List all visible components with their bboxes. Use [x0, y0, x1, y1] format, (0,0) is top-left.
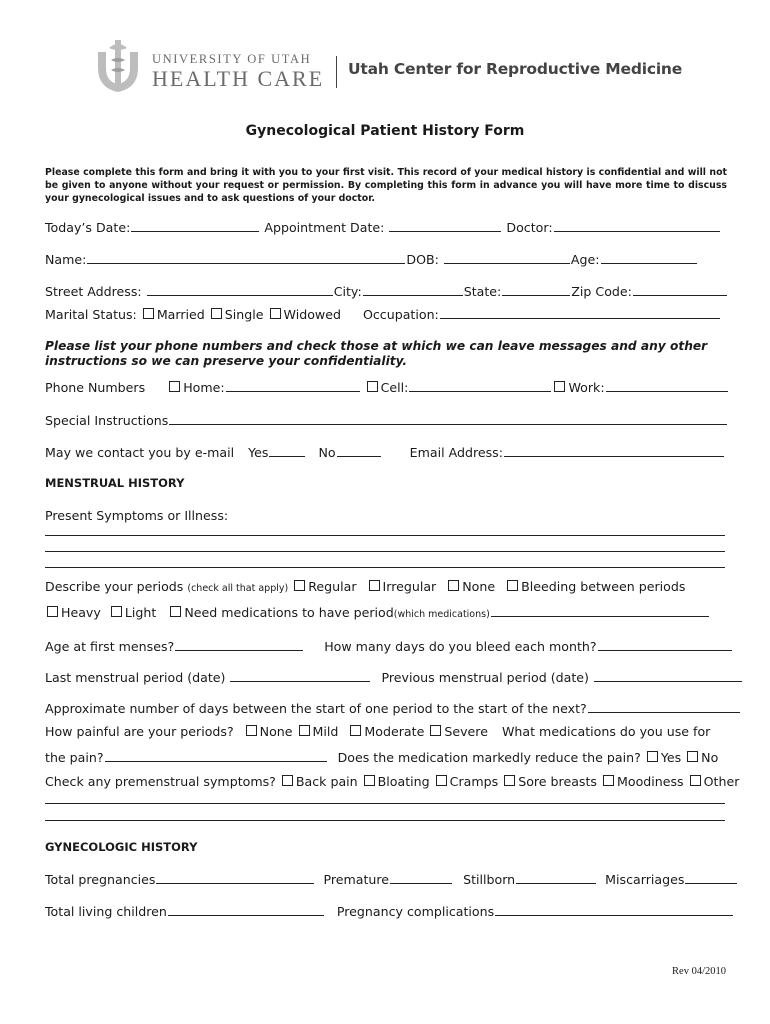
- reduce-no-checkbox[interactable]: [687, 751, 698, 762]
- married-label: Married: [156, 307, 205, 322]
- reduce-no-label: No: [701, 750, 719, 765]
- cell-phone-field[interactable]: [409, 379, 551, 392]
- zip-label: Zip Code:: [571, 284, 632, 299]
- name-field[interactable]: [87, 251, 405, 264]
- center-name: Utah Center for Reproductive Medicine: [348, 60, 683, 78]
- single-checkbox[interactable]: [211, 308, 222, 319]
- days-bleed-field[interactable]: [598, 638, 732, 651]
- work-checkbox[interactable]: [554, 381, 565, 392]
- menstrual-history-heading: MENSTRUAL HISTORY: [45, 476, 185, 490]
- pain-meds-field[interactable]: [105, 749, 327, 762]
- row-email-contact: [45, 444, 725, 460]
- contact-no-field[interactable]: [337, 444, 381, 457]
- doctor-field[interactable]: [554, 219, 720, 232]
- regular-label: Regular: [308, 579, 357, 594]
- row-periods-dates: [45, 669, 743, 685]
- todays-date-label: Today’s Date:: [45, 220, 131, 235]
- contact-email-label: May we contact you by e-mail: [45, 445, 235, 460]
- logo-health-care-text: HEALTH CARE: [152, 66, 325, 91]
- none-label: None: [462, 579, 496, 594]
- home-label: Home:: [183, 380, 225, 395]
- sore-breasts-label: Sore breasts: [518, 774, 597, 789]
- contact-yes-label: Yes: [248, 445, 269, 460]
- premenstrual-line-1[interactable]: [45, 803, 725, 804]
- appointment-date-field[interactable]: [389, 219, 501, 232]
- stillborn-field[interactable]: [516, 871, 596, 884]
- single-label: Single: [224, 307, 264, 322]
- symptoms-line-3[interactable]: [45, 567, 725, 568]
- prev-period-field[interactable]: [594, 669, 742, 682]
- approx-days-label: Approximate number of days between the start of one period to the start of the next?: [45, 701, 587, 716]
- other-label: Other: [703, 774, 740, 789]
- light-checkbox[interactable]: [111, 606, 122, 617]
- occupation-label: Occupation:: [362, 307, 439, 322]
- street-label: Street Address:: [45, 284, 142, 299]
- university-seal-icon: [94, 38, 142, 94]
- email-address-field[interactable]: [504, 444, 724, 457]
- describe-periods-label: Describe your periods: [45, 579, 184, 594]
- miscarriages-label: Miscarriages: [605, 872, 685, 887]
- state-label: State:: [463, 284, 502, 299]
- bleeding-between-checkbox[interactable]: [507, 580, 518, 591]
- age-field[interactable]: [601, 251, 697, 264]
- marital-label: Marital Status:: [45, 307, 137, 322]
- contact-no-label: No: [318, 445, 336, 460]
- premenstrual-label: Check any premenstrual symptoms?: [45, 774, 276, 789]
- row-approx-days: [45, 700, 741, 716]
- living-children-label: Total living children: [45, 904, 167, 919]
- miscarriages-field[interactable]: [685, 871, 737, 884]
- pain-moderate-label: Moderate: [364, 724, 425, 739]
- row-dates: [45, 219, 721, 235]
- premenstrual-line-2[interactable]: [45, 820, 725, 821]
- bleeding-between-label: Bleeding between periods: [521, 579, 686, 594]
- total-pregnancies-label: Total pregnancies: [45, 872, 156, 887]
- contact-yes-field[interactable]: [269, 444, 305, 457]
- phone-instructions: Please list your phone numbers and check those at which we can leave messages and any other instructions so we can preserve your confidentiality.: [45, 339, 708, 368]
- irregular-label: Irregular: [382, 579, 437, 594]
- form-title: Gynecological Patient History Form: [245, 123, 525, 139]
- which-meds-note: (which medications): [393, 609, 490, 620]
- reduce-pain-label: Does the medication markedly reduce the pain?: [337, 750, 641, 765]
- special-instructions-label: Special Instructions: [45, 413, 169, 428]
- row-phone: [45, 379, 729, 395]
- zip-field[interactable]: [633, 283, 727, 296]
- row-special: [45, 412, 728, 428]
- logo-divider: [336, 56, 337, 88]
- phone-numbers-label: Phone Numbers: [45, 380, 146, 395]
- heavy-label: Heavy: [61, 605, 101, 620]
- gynecologic-history-heading: GYNECOLOGIC HISTORY: [45, 840, 198, 854]
- occupation-field[interactable]: [440, 306, 720, 319]
- street-field[interactable]: [147, 283, 333, 296]
- moodiness-checkbox[interactable]: [603, 775, 614, 786]
- work-label: Work:: [568, 380, 605, 395]
- cramps-checkbox[interactable]: [436, 775, 447, 786]
- appointment-date-label: Appointment Date:: [264, 220, 385, 235]
- row-describe-periods: [45, 579, 685, 594]
- reduce-yes-checkbox[interactable]: [647, 751, 658, 762]
- sore-breasts-checkbox[interactable]: [504, 775, 515, 786]
- back-pain-checkbox[interactable]: [282, 775, 293, 786]
- cell-checkbox[interactable]: [367, 381, 378, 392]
- todays-date-field[interactable]: [131, 219, 259, 232]
- complications-label: Pregnancy complications: [336, 904, 495, 919]
- row-living-children: [45, 903, 734, 919]
- row-premenstrual: [45, 774, 739, 789]
- stillborn-label: Stillborn: [463, 872, 516, 887]
- premature-field[interactable]: [390, 871, 452, 884]
- logo-university-text: UNIVERSITY OF UTAH: [152, 52, 312, 66]
- complications-field[interactable]: [495, 903, 733, 916]
- last-period-field[interactable]: [230, 669, 370, 682]
- none-checkbox[interactable]: [448, 580, 459, 591]
- the-pain-label: the pain?: [45, 750, 104, 765]
- city-field[interactable]: [363, 283, 463, 296]
- doctor-label: Doctor:: [506, 220, 553, 235]
- prev-period-label: Previous menstrual period (date): [381, 670, 589, 685]
- pain-mild-label: Mild: [312, 724, 339, 739]
- dob-field[interactable]: [444, 251, 570, 264]
- days-bleed-label: How many days do you bleed each month?: [324, 639, 597, 654]
- other-checkbox[interactable]: [690, 775, 701, 786]
- premature-label: Premature: [323, 872, 390, 887]
- email-address-label: Email Address:: [409, 445, 503, 460]
- which-meds-field[interactable]: [491, 604, 709, 617]
- painful-label: How painful are your periods?: [45, 724, 234, 739]
- state-field[interactable]: [502, 283, 570, 296]
- heavy-checkbox[interactable]: [47, 606, 58, 617]
- home-phone-field[interactable]: [226, 379, 360, 392]
- approx-days-field[interactable]: [588, 700, 740, 713]
- pain-none-checkbox[interactable]: [246, 725, 257, 736]
- back-pain-label: Back pain: [295, 774, 358, 789]
- home-checkbox[interactable]: [169, 381, 180, 392]
- cramps-label: Cramps: [449, 774, 499, 789]
- what-meds-label: What medications do you use for: [501, 724, 711, 739]
- regular-checkbox[interactable]: [294, 580, 305, 591]
- dob-label: DOB:: [406, 252, 439, 267]
- widowed-label: Widowed: [283, 307, 341, 322]
- pain-severe-label: Severe: [444, 724, 488, 739]
- name-label: Name:: [45, 252, 87, 267]
- city-label: City:: [333, 284, 362, 299]
- total-pregnancies-field[interactable]: [156, 871, 314, 884]
- age-first-menses-label: Age at first menses?: [45, 639, 175, 654]
- married-checkbox[interactable]: [143, 308, 154, 319]
- widowed-checkbox[interactable]: [270, 308, 281, 319]
- last-period-label: Last menstrual period (date): [45, 670, 226, 685]
- bloating-label: Bloating: [377, 774, 430, 789]
- age-label: Age:: [570, 252, 600, 267]
- irregular-checkbox[interactable]: [369, 580, 380, 591]
- special-instructions-field[interactable]: [169, 412, 727, 425]
- pain-mild-checkbox[interactable]: [299, 725, 310, 736]
- symptoms-line-2[interactable]: [45, 551, 725, 552]
- row-name: [45, 251, 698, 267]
- age-first-menses-field[interactable]: [175, 638, 303, 651]
- present-symptoms-label: Present Symptoms or Illness:: [45, 508, 229, 523]
- need-meds-label: Need medications to have period: [184, 605, 394, 620]
- reduce-yes-label: Yes: [660, 750, 682, 765]
- moodiness-label: Moodiness: [617, 774, 684, 789]
- intro-paragraph: Please complete this form and bring it with you to your first visit. This record of your medical history is confidential and will not be given to anyone without your request or permission. By completing this form in advance you will have more time to discuss your gynecological issues and to ask questions of your doctor.: [45, 167, 727, 204]
- revision-date: Rev 04/2010: [672, 966, 726, 977]
- pain-severe-checkbox[interactable]: [430, 725, 441, 736]
- row-marital: [45, 306, 721, 322]
- symptoms-line-1[interactable]: [45, 535, 725, 536]
- check-all-note: (check all that apply): [187, 583, 289, 594]
- cell-label: Cell:: [380, 380, 409, 395]
- bloating-checkbox[interactable]: [364, 775, 375, 786]
- row-pain: [45, 724, 710, 739]
- need-meds-checkbox[interactable]: [170, 606, 181, 617]
- row-pregnancies: [45, 871, 738, 887]
- row-pain-meds: [45, 749, 718, 765]
- row-first-menses: [45, 638, 733, 654]
- pain-none-label: None: [259, 724, 293, 739]
- row-address: [45, 283, 728, 299]
- row-flow: [45, 604, 710, 620]
- work-phone-field[interactable]: [606, 379, 728, 392]
- pain-moderate-checkbox[interactable]: [350, 725, 361, 736]
- living-children-field[interactable]: [168, 903, 324, 916]
- light-label: Light: [124, 605, 157, 620]
